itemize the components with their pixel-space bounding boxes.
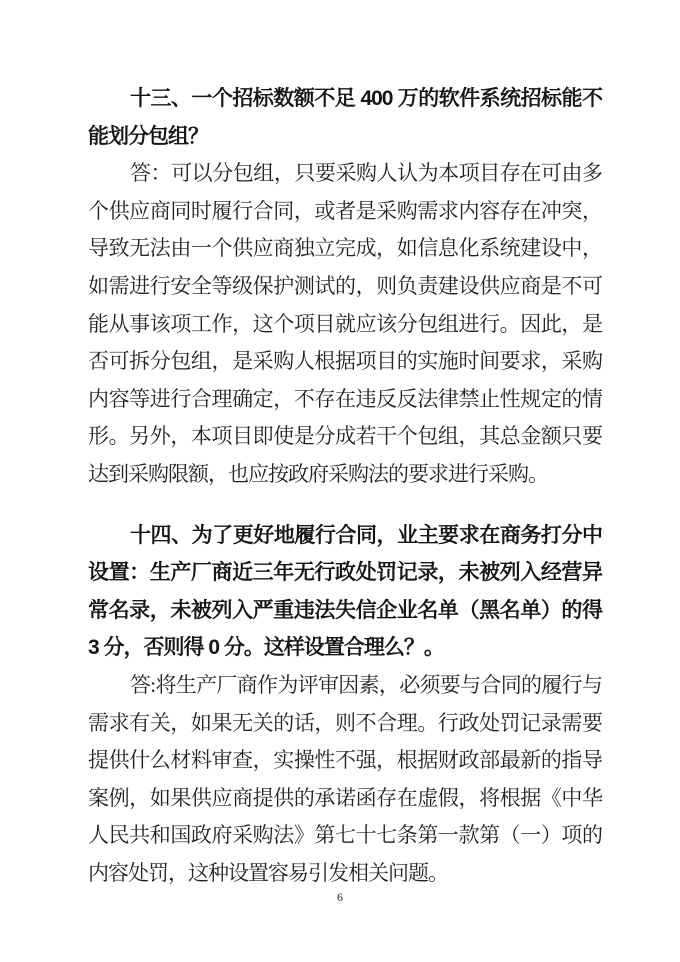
question-14-heading: 十四、为了更好地履行合同，业主要求在商务打分中设置：生产厂商近三年无行政处罚记录，未被列入经营异常名录，未被列入严重违法失信企业名单（黑名单）的得 3 分，否则得 0 分。这样设置合理么？。 [88, 523, 602, 660]
qa-section-14 [88, 517, 602, 893]
page-footer [0, 888, 680, 906]
section-gap [88, 494, 602, 517]
answer-13-paragraph: 答：可以分包组，只要采购人认为本项目存在可由多个供应商同时履行合同，或者是采购需求内容存在冲突，导致无法由一个供应商独立完成，如信息化系统建设中，如需进行安全等级保护测试的，则负责建设供应商是不可能从事该项工作，这个项目就应该分包组进行。因此，是否可拆分包组，是采购人根据项目的实施时间要求，采购内容等进行合理确定，不存在违反反法律禁止性规定的情形。另外，本项目即使是分成若干个包组，其总金额只要达到采购限额，也应按政府采购法的要求进行采购。 [88, 161, 602, 486]
answer-14-paragraph: 答:将生产厂商作为评审因素，必须要与合同的履行与需求有关，如果无关的话，则不合理。行政处罚记录需要提供什么材料审查，实操性不强，根据财政部最新的指导案例，如果供应商提供的承诺函存在虚假，将根据《中华人民共和国政府采购法》第七十七条第一款第（一）项的内容处罚，这种设置容易引发相关问题。 [88, 672, 602, 885]
page-number: 6 [337, 890, 343, 904]
qa-section-13 [88, 80, 602, 494]
question-13-heading: 十三、一个招标数额不足 400 万的软件系统招标能不能划分包组？ [88, 87, 602, 148]
document-content [88, 80, 602, 892]
